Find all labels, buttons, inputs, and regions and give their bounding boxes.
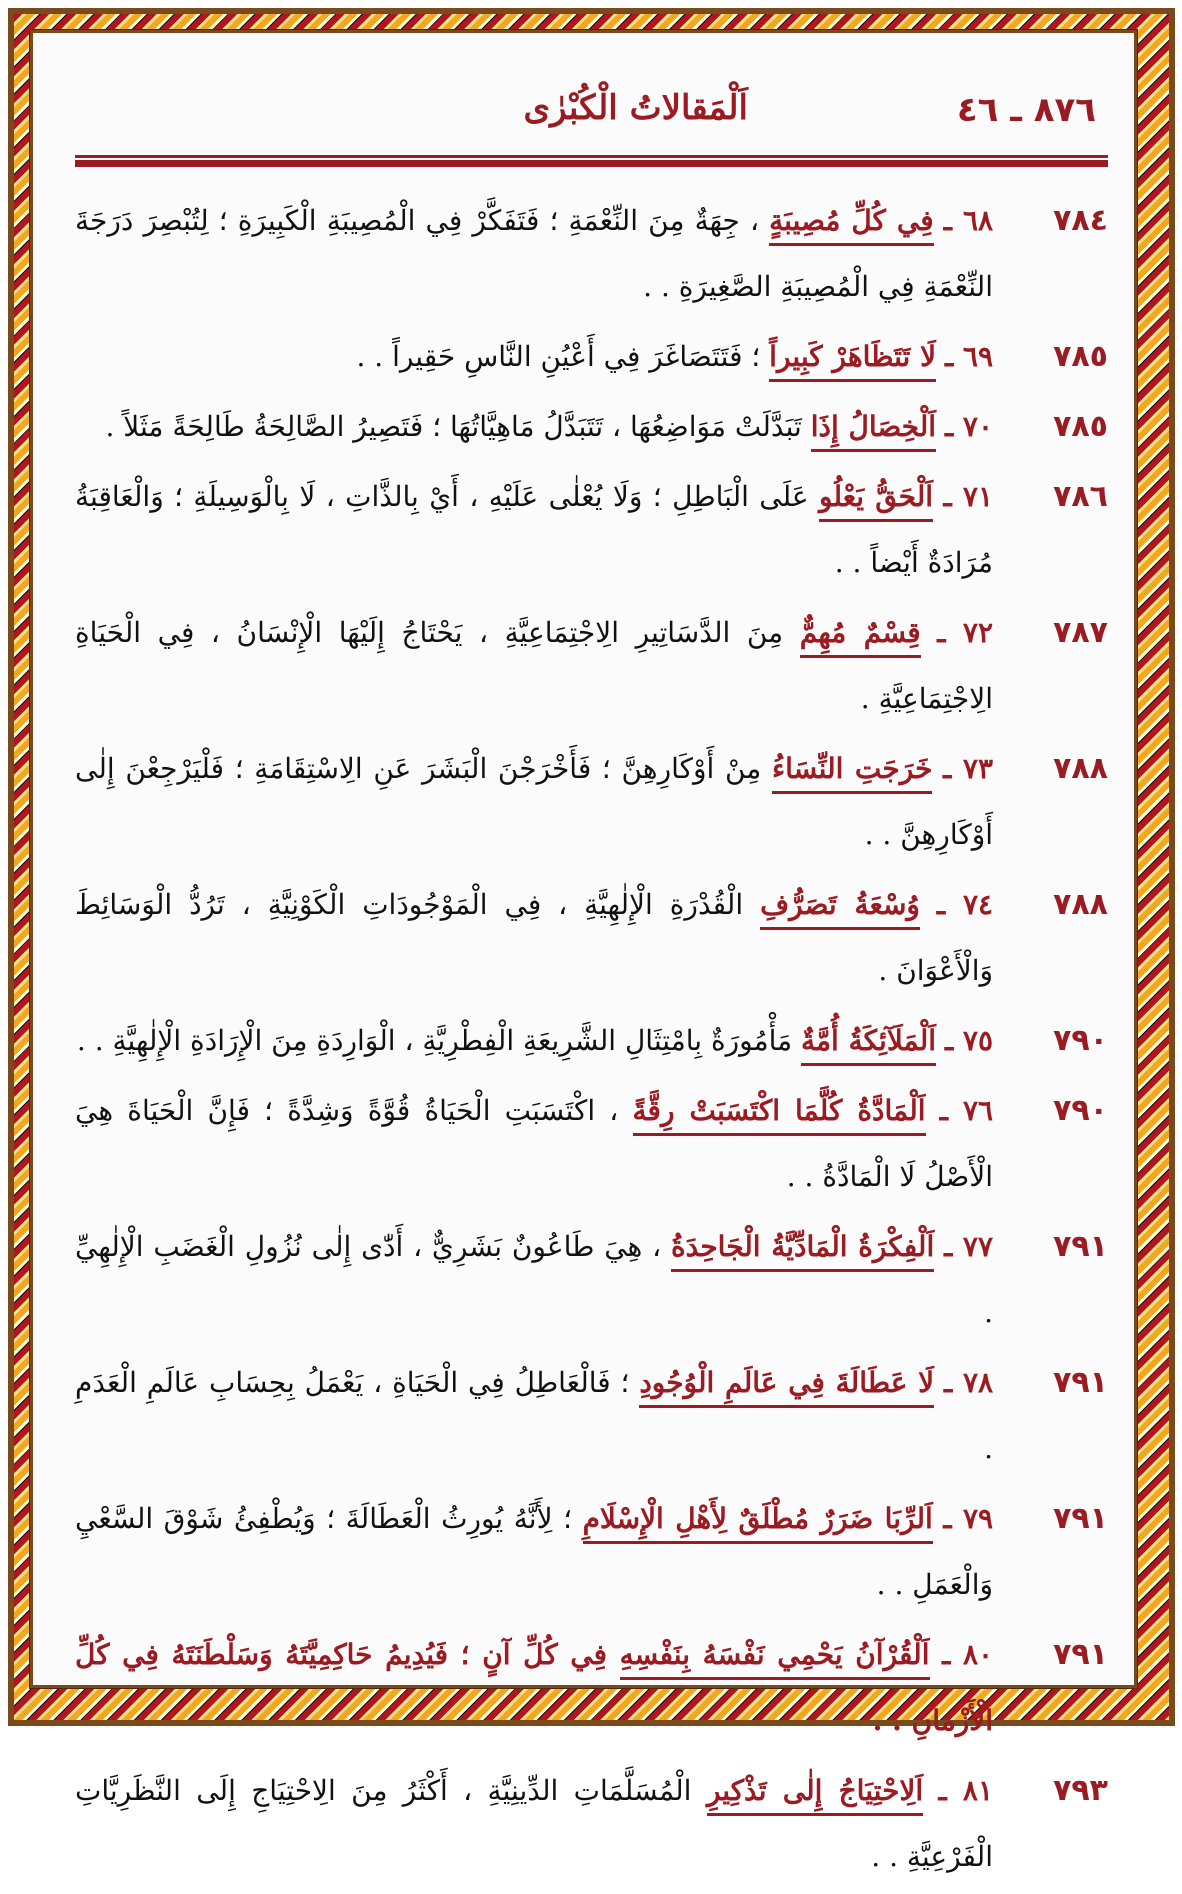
entry-ref: ٧٩١ — [1053, 1365, 1108, 1400]
entry-ref: ٧٨٧ — [1053, 615, 1108, 650]
entry-text: ؛ فَالْعَاطِلُ فِي الْحَيَاةِ ، يَعْمَلُ بِحِسَابِ عَالَمِ الْعَدَمِ . — [75, 1366, 993, 1465]
entry-text: الْقُدْرَةِ الْإِلٰهِيَّةِ ، فِي الْمَوْجُودَاتِ الْكَوْنِيَّةِ ، تَرُدُّ الْوَسَائِطَ وَالْأَعْوَانَ . — [75, 888, 993, 987]
header-rule-thin — [75, 155, 1108, 158]
entry — [75, 872, 1108, 1004]
entry-text: مِنَ الدَّسَاتِيرِ الِاجْتِمَاعِيَّةِ ، يَحْتَاجُ إِلَيْهَا الْإِنْسَانُ ، فِي الْحَيَاةِ الِاجْتِمَاعِيَّةِ . — [75, 616, 993, 715]
entry-number: ٧١ ـ — [943, 480, 993, 513]
entry-ref: ٧٨٨ — [1053, 751, 1108, 786]
entry-text: مِنْ أَوْكَارِهِنَّ ؛ فَأَخْرَجْنَ الْبَشَرَ عَنِ الِاسْتِقَامَةِ ؛ فَلْيَرْجِعْنَ إِلٰى أَوْكَارِهِنَّ . . — [75, 752, 993, 851]
entry-body — [75, 1350, 993, 1482]
entry-ref: ٧٨٥ — [1053, 339, 1108, 374]
entry-number: ٨١ ـ — [938, 1774, 993, 1807]
entry — [75, 188, 1108, 320]
entry-ref: ٧٩٠ — [1053, 1023, 1108, 1058]
entry-heading: وُسْعَةُ تَصَرُّفِ — [760, 888, 920, 930]
entry-number: ٨٠ ـ — [942, 1638, 994, 1671]
entry — [75, 1078, 1108, 1210]
page-number: ٨٧٦ ـ ٤٦ — [956, 90, 1096, 130]
entry-body — [75, 394, 993, 460]
entry-text: فِي كُلِّ آنٍ ؛ فَيُدِيمُ حَاكِمِيَّتَهُ وَسَلْطَنَتَهُ فِي كُلِّ الْأَزْمَانِ . . — [75, 1638, 993, 1737]
entry-heading: اَلْقُرْآنُ يَحْمِي نَفْسَهُ بِنَفْسِهِ — [620, 1638, 930, 1680]
entry-ref: ٧٩١ — [1053, 1229, 1108, 1264]
entry-number: ٧٠ ـ — [944, 410, 993, 443]
entry-heading: اَلْمَلَآئِكَةُ أُمَّةٌ — [801, 1024, 936, 1066]
entry-ref: ٧٨٦ — [1053, 479, 1108, 514]
entry-heading: اَلْمَادَّةُ كُلَّمَا اكْتَسَبَتْ رِقَّةً — [633, 1094, 926, 1136]
entry-heading: اَلِاحْتِيَاجُ إِلٰى تَذْكِيرِ — [707, 1774, 923, 1816]
entry-body — [75, 1008, 993, 1074]
entry-ref: ٧٩٣ — [1053, 1773, 1108, 1808]
entry-body — [75, 736, 993, 868]
entry-body — [75, 1622, 993, 1754]
entry-heading: لَا عَطَالَةَ فِي عَالَمِ الْوُجُودِ — [639, 1366, 934, 1408]
entry-number: ٦٨ ـ — [943, 204, 994, 237]
entry-text: ؛ فَتَتَصَاغَرَ فِي أَعْيُنِ النَّاسِ حَقِيراً . . — [356, 340, 761, 373]
entry — [75, 1622, 1108, 1754]
entry-body — [75, 464, 993, 596]
entry-number: ٧٩ ـ — [943, 1502, 994, 1535]
entry-heading: لَا تَتَظَاهَرْ كَبِيراً — [769, 340, 936, 382]
entry — [75, 1350, 1108, 1482]
entry-number: ٦٩ ـ — [944, 340, 993, 373]
entry-body — [75, 600, 993, 732]
entry-number: ٧٢ ـ — [937, 616, 993, 649]
entry-ref: ٧٩١ — [1053, 1501, 1108, 1536]
entry-body — [75, 324, 993, 390]
entry-heading: اَلْخِصَالُ إِذَا — [811, 410, 936, 452]
entry-text: ، هِيَ طَاعُونٌ بَشَرِيٌّ ، أَدّٰى إِلٰى نُزُولِ الْغَضَبِ الْإِلٰهِيِّ . — [75, 1230, 993, 1329]
entry-ref: ٧٩١ — [1053, 1637, 1108, 1672]
entry-heading: اَلرِّبَا ضَرَرٌ مُطْلَقٌ لِأَهْلِ الْإِسْلَامِ — [583, 1502, 933, 1544]
entry-body — [75, 1758, 993, 1890]
entry — [75, 600, 1108, 732]
entry-number: ٧٤ ـ — [936, 888, 994, 921]
entry — [75, 1214, 1108, 1346]
entry-body — [75, 1078, 993, 1210]
entry-ref: ٧٨٤ — [1053, 203, 1108, 238]
entry-text: ؛ لِأَنَّهُ يُورِثُ الْعَطَالَةَ ؛ وَيُطْفِئُ شَوْقَ السَّعْيِ وَالْعَمَلِ . . — [75, 1502, 993, 1601]
book-title: اَلْمَقالاتُ الْكُبْرٰى — [523, 88, 748, 128]
entry-body — [75, 1486, 993, 1618]
entries-list — [75, 188, 1108, 1894]
entry-ref: ٧٨٨ — [1053, 887, 1108, 922]
entry-body — [75, 188, 993, 320]
entry — [75, 1486, 1108, 1618]
page-header — [75, 88, 1108, 138]
entry-text: ، جِهَةٌ مِنَ النِّعْمَةِ ؛ فَتَفَكَّرْ فِي الْمُصِيبَةِ الْكَبِيرَةِ ؛ لِتُبْصِرَ دَرَجَةَ النِّعْمَةِ فِي الْمُصِيبَةِ الصَّغِيرَةِ . . — [75, 204, 993, 303]
entry-number: ٧٣ ـ — [943, 752, 993, 785]
entry-text: مَأْمُورَةٌ بِامْتِثَالِ الشَّرِيعَةِ الْفِطْرِيَّةِ ، الْوَارِدَةِ مِنَ الْإِرَادَةِ الْإِلٰهِيَّةِ . . — [76, 1024, 793, 1057]
entry-body — [75, 872, 993, 1004]
entry — [75, 324, 1108, 390]
entry — [75, 1758, 1108, 1890]
entry — [75, 736, 1108, 868]
entry-number: ٧٨ ـ — [944, 1366, 994, 1399]
header-rule-thick — [75, 160, 1108, 167]
entry-ref: ٧٩٠ — [1053, 1093, 1108, 1128]
entry-ref: ٧٨٥ — [1053, 409, 1108, 444]
entry-heading: قِسْمٌ مُهِمٌّ — [800, 616, 921, 658]
entry-heading: خَرَجَتِ النِّسَاءُ — [772, 752, 933, 794]
entry-body — [75, 1214, 993, 1346]
entry-number: ٧٥ ـ — [944, 1024, 993, 1057]
entry-number: ٧٧ ـ — [944, 1230, 993, 1263]
entry-number: ٧٦ ـ — [939, 1094, 994, 1127]
entry-heading: اَلْحَقُّ يَعْلُو — [819, 480, 933, 522]
entry — [75, 1008, 1108, 1074]
entry-heading: اَلْفِكْرَةُ الْمَادِّيَّةُ الْجَاحِدَةُ — [671, 1230, 934, 1272]
entry-text: الْمُسَلَّمَاتِ الدِّينِيَّةِ ، أَكْثَرُ مِنَ الِاحْتِيَاجِ إِلَى النَّظَرِيَّاتِ الْفَرْعِيَّةِ . . — [75, 1774, 993, 1873]
entry-heading: فِي كُلِّ مُصِيبَةٍ — [769, 204, 933, 246]
entry-text: ، اكْتَسَبَتِ الْحَيَاةُ قُوَّةً وَشِدَّةً ؛ فَإِنَّ الْحَيَاةَ هِيَ الْأَصْلُ لَا الْمَادَّةُ . . — [75, 1094, 993, 1193]
entry — [75, 394, 1108, 460]
entry — [75, 464, 1108, 596]
entry-text: تَبَدَّلَتْ مَوَاضِعُهَا ، تَتَبَدَّلُ مَاهِيَّاتُهَا ؛ فَتَصِيرُ الصَّالِحَةُ طَالِحَةً مَثَلاً . — [105, 410, 802, 443]
entry-text: عَلَى الْبَاطِلِ ؛ وَلَا يُعْلٰى عَلَيْهِ ، أَيْ بِالذَّاتِ ، لَا بِالْوَسِيلَةِ ؛ وَالْعَاقِبَةُ مُرَادَةٌ أَيْضاً . . — [75, 480, 993, 579]
